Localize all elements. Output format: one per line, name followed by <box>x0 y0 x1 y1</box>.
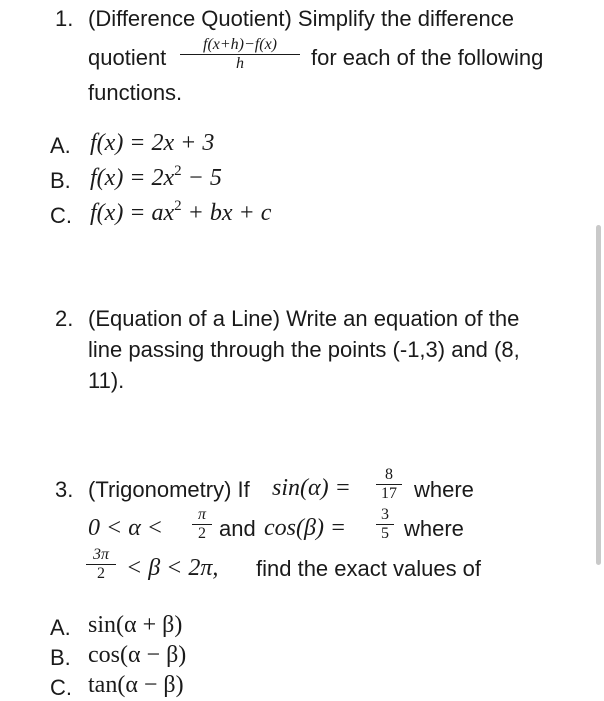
fraction-8-over-17 <box>376 466 402 503</box>
frac1-denominator: 17 <box>381 485 397 502</box>
vertical-scrollbar[interactable] <box>596 225 601 565</box>
fraction-pi-over-2 <box>192 506 212 543</box>
problem-1-part-c-label: C. <box>50 203 72 228</box>
difference-quotient-fraction <box>180 36 300 73</box>
where-1: where <box>414 477 474 502</box>
part-b-exponent: 2 <box>174 163 182 179</box>
problem-1-line1: (Difference Quotient) Simplify the difference <box>88 6 514 31</box>
fraction-3-over-5 <box>376 506 394 543</box>
difference-quotient-numerator: f(x+h)−f(x) <box>203 36 277 53</box>
alpha-inequality: 0 < α < <box>88 515 163 541</box>
cos-beta-expr: cos(β) = <box>264 515 347 541</box>
problem-2-line3: 11). <box>88 368 125 393</box>
part-c-rest: + bx + c <box>181 200 272 226</box>
frac2-numerator: π <box>197 506 206 523</box>
part-b-base: f(x) = 2x <box>90 165 175 191</box>
frac4-denominator: 2 <box>97 565 105 582</box>
problem-3-number: 3. <box>55 477 74 502</box>
where-2: where <box>404 516 464 541</box>
problem-1-part-b-expr <box>90 165 222 192</box>
problem-3-part-a-label: A. <box>50 615 71 640</box>
problem-2-line1: (Equation of a Line) Write an equation of the <box>88 306 520 331</box>
problem-3-part-a-expr: sin(α + β) <box>88 612 183 638</box>
problem-3-part-c-expr: tan(α − β) <box>88 672 184 698</box>
part-c-base: f(x) = ax <box>90 200 175 226</box>
frac4-numerator: 3π <box>92 546 109 563</box>
problem-1-part-b-label: B. <box>50 168 71 193</box>
part-c-exponent: 2 <box>174 198 182 214</box>
problem-3-part-b-label: B. <box>50 645 71 670</box>
and-text: and <box>219 516 256 541</box>
sin-alpha-expr: sin(α) = <box>272 475 351 501</box>
frac2-denominator: 2 <box>198 525 206 542</box>
problem-1-line2-rest: for each of the following <box>311 45 544 70</box>
fraction-3pi-over-2 <box>86 546 116 583</box>
problem-3-part-b-expr: cos(α − β) <box>88 642 187 668</box>
problem-1-quotient-word: quotient <box>88 45 167 70</box>
problem-1-part-c-expr <box>90 200 271 227</box>
problem-3-intro: (Trigonometry) If <box>88 477 250 502</box>
problem-2-number: 2. <box>55 306 74 331</box>
frac3-numerator: 3 <box>381 506 389 523</box>
problem-3-part-c-label: C. <box>50 675 72 700</box>
problem-1-part-a-label: A. <box>50 133 71 158</box>
frac1-numerator: 8 <box>385 466 393 483</box>
find-text: find the exact values of <box>256 556 482 581</box>
problem-1-part-a-expr: f(x) = 2x + 3 <box>90 130 215 156</box>
problem-1-number: 1. <box>55 6 74 31</box>
frac3-denominator: 5 <box>381 525 389 542</box>
difference-quotient-denominator: h <box>236 55 244 72</box>
part-b-rest: − 5 <box>181 165 222 191</box>
problem-1-line3: functions. <box>88 80 183 105</box>
problem-2-line2: line passing through the points (-1,3) and (8, <box>88 337 520 362</box>
beta-inequality: < β < 2π, <box>126 555 219 581</box>
